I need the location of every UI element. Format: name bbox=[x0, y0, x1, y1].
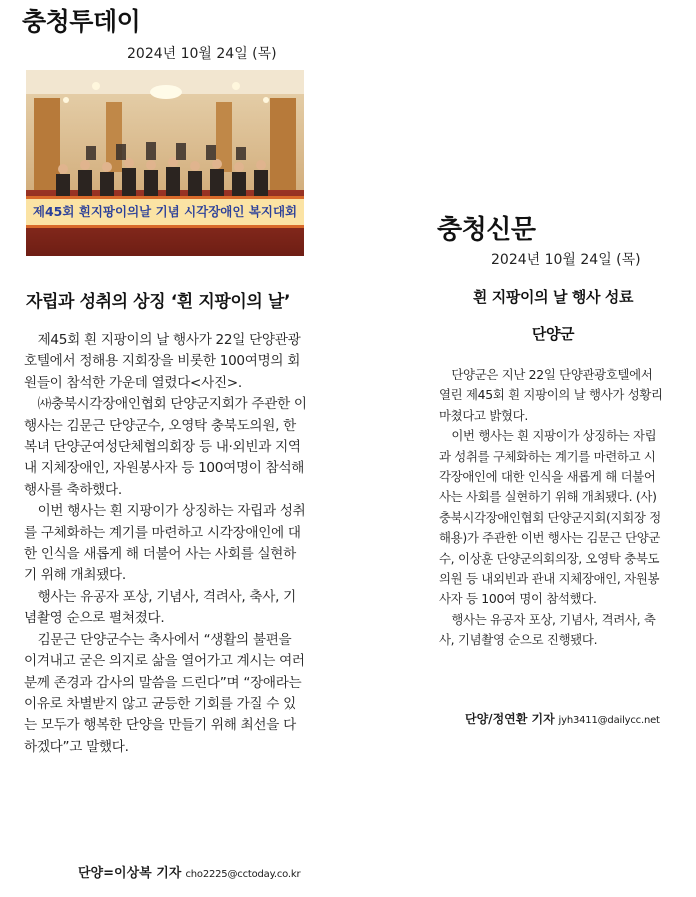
article-body bbox=[24, 330, 308, 758]
paragraph: 김문근 단양군수는 축사에서 “생활의 불편을 이겨내고 굳은 의지로 삶을 열어가고 계시는 여러분께 존경과 감사의 말씀을 드린다”며 “장애라는 이유로 차별받지 않고 균등한 기회를 가질 수 있는 모두가 행복한 단양을 만들기 위해 최선을 다하겠다”고 말했다. bbox=[24, 631, 305, 755]
event-photo-graphic bbox=[26, 70, 304, 256]
paragraph: ㈔충북시각장애인협회 단양군지회가 주관한 이 행사는 김문근 단양군수, 오영탁 충북도의원, 한복녀 단양군여성단체협의회장 등 내·외빈과 지역 내 지체장애인, 자원봉사자 등 100여명이 참석해 행사를 축하했다. bbox=[24, 396, 307, 498]
paragraph: 이번 행사는 흰 지팡이가 상징하는 자립과 성취를 구체화하는 계기를 마련하고 시각장애인에 대한 인식을 새롭게 해 더불어 사는 사회를 실현하기 위해 개최됐다. bbox=[24, 503, 306, 584]
article-subheadline: 단양군 bbox=[531, 325, 575, 343]
reporter-email: jyh3411@dailycc.net bbox=[558, 715, 660, 726]
reporter-name: 단양=이상복 기자 bbox=[78, 866, 182, 881]
event-photo bbox=[26, 70, 304, 256]
byline bbox=[465, 710, 660, 727]
newspaper-title: 충청신문 bbox=[437, 215, 536, 245]
publication-date: 2024년 10월 24일 (목) bbox=[127, 46, 277, 62]
news-clipping-chungcheong-shinmun bbox=[437, 205, 669, 735]
paragraph: 제45회 흰 지팡이의 날 행사가 22일 단양관광호텔에서 정해용 지회장을 비롯한 100여명의 회원들이 참석한 가운데 열렸다<사진>. bbox=[24, 332, 301, 391]
photo-banner-text: 제45회 흰지팡이의날 기념 시각장애인 복지대회 bbox=[32, 204, 298, 219]
reporter-name: 단양/정연환 기자 bbox=[465, 712, 555, 726]
newspaper-title: 충청투데이 bbox=[22, 7, 141, 36]
reporter-email: cho2225@cctoday.co.kr bbox=[185, 869, 301, 880]
paragraph: 단양군은 지난 22일 단양관광호텔에서 열린 제45회 흰 지팡이의 날 행사가 성황리 마쳤다고 밝혔다. bbox=[439, 367, 663, 423]
paragraph: 행사는 유공자 포상, 기념사, 격려사, 축사, 기념촬영 순으로 진행됐다. bbox=[439, 611, 656, 648]
byline bbox=[78, 862, 300, 881]
article-body bbox=[439, 365, 667, 651]
publication-date: 2024년 10월 24일 (목) bbox=[491, 252, 641, 268]
paragraph: 이번 행사는 흰 지팡이가 상징하는 자립과 성취를 구체화하는 계기를 마련하고 시각장애인에 대한 인식을 새롭게 해 더불어 사는 사회를 실현하기 위해 개최됐다. (사)충북시각장애인협회 단양군지회(지회장 정해용)가 주관한 이번 행사는 김문근 단양군수, 이상훈 단양군의회의장, 오영탁 충북도의원 등 내외빈과 관내 지체장애인, 자원봉사자 등 100여 명이 참석했다. bbox=[439, 428, 661, 607]
paragraph: 행사는 유공자 포상, 기념사, 격려사, 축사, 기념촬영 순으로 펼쳐졌다. bbox=[24, 588, 296, 627]
news-clipping-chungcheong-today bbox=[22, 0, 312, 885]
article-headline: 흰 지팡이의 날 행사 성료 bbox=[472, 288, 634, 306]
article-headline: 자립과 성취의 상징 ‘흰 지팡이의 날’ bbox=[26, 292, 291, 312]
